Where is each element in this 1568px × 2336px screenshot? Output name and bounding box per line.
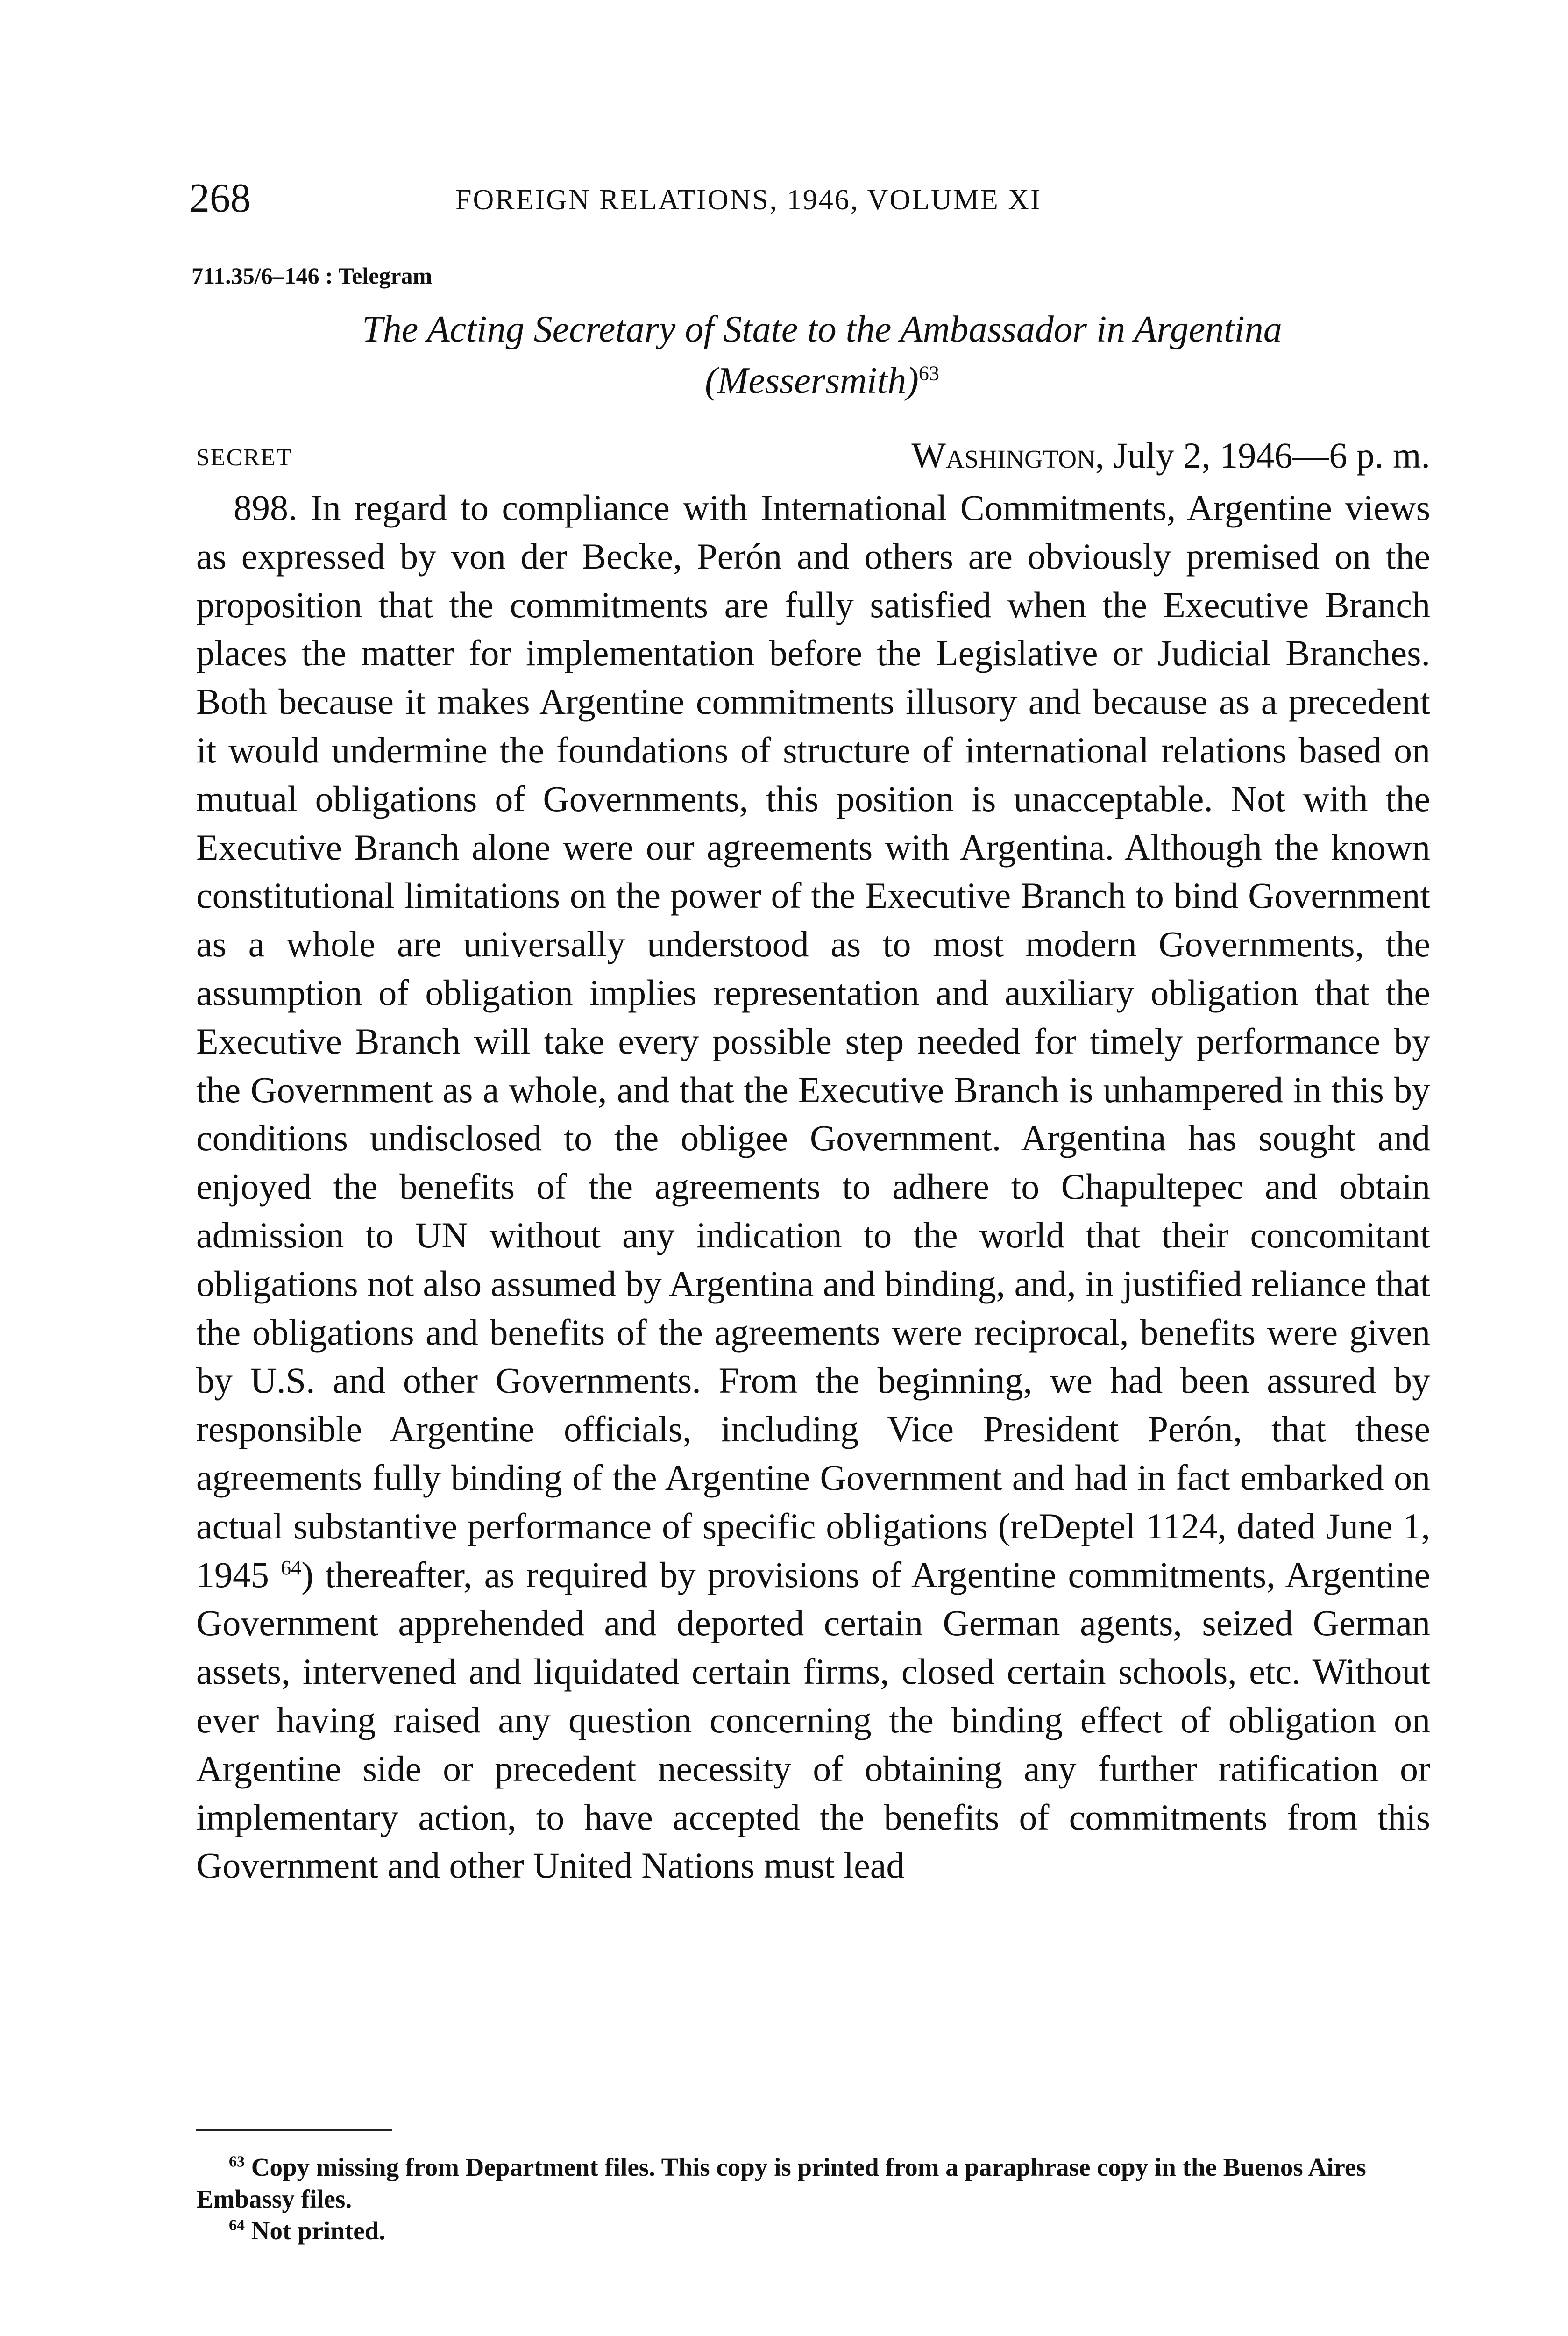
document-title-line1: The Acting Secretary of State to the Ambassador in Argentina [362,309,1282,350]
telegram-body [196,484,1430,1890]
dateline [911,432,1430,479]
footnote-text: Not printed. [251,2216,385,2245]
footnote-64 [196,2215,1429,2247]
footnote-ref-63: 63 [918,362,939,385]
document-title-line2 [196,355,1448,406]
file-reference: 711.35/6–146 : Telegram [192,263,433,289]
footnote-divider [196,2129,392,2131]
running-head [189,173,1450,224]
running-title: FOREIGN RELATIONS, 1946, VOLUME XI [455,184,1042,216]
body-text-part1: 898. In regard to compliance with International Commitments, Argentine views as expressed by von der Becke, Perón and others are obviously premised on the proposition that the commitments are fully satisfied when the Executive Branch places the matter for implementation before the Legislative or Judicial Branches. Both because it makes Argentine commitments illusory and because as a precedent it would undermine the foundations of structure of international relations based on mutual obligations of Governments, this position is unacceptable. Not with the Executive Branch alone were our agreements with Argentina. Although the known constitutional limitations on the power of the Executive Branch to bind Government as a whole are universally understood as to most modern Governments, the assumption of obligation implies representation and auxiliary obligation that the Executive Branch will take every possible step needed for timely performance by the Government as a whole, and that the Executive Branch is unhampered in this by conditions undisclosed to the obligee Government. Argentina has sought and enjoyed the benefits of the agreements to adhere to Chapultepec and obtain admission to UN without any indication to the world that their concomitant obligations not also assumed by Argentina and binding, and, in justified reliance that the obligations and benefits of the agreements were reciprocal, benefits were given by U.S. and other Governments. From the beginning, we had been assured by responsible Argentine officials, including Vice President Perón, that these agreements fully binding of the Argentine Government and had in fact embarked on actual substantive performance of specific obligations (reDeptel 1124, dated June 1, 1945 [196,487,1430,1595]
page-number: 268 [189,176,251,221]
footnote-ref-64: 64 [281,1556,302,1579]
body-text-part2: ) thereafter, as required by provisions of Argentine commitments, Argentine Government apprehended and deported certain German agents, seized German assets, intervened and liquidated certain firms, closed certain schools, etc. Without ever having raised any question concerning the binding effect of obligation on Argentine side or precedent necessity of obtaining any further ratification or implementary action, to have accepted the benefits of commitments from this Government and other United Nations must lead [196,1554,1431,1886]
classification-label: SECRET [196,444,292,471]
footnote-marker: 64 [229,2216,245,2234]
dateline-date: July 2, 1946—6 p. m. [1113,435,1430,476]
document-title-recipient: (Messersmith) [705,360,919,401]
dateline-place: Washington, [911,435,1105,476]
footnote-marker: 63 [229,2153,245,2171]
footnote-text: Copy missing from Department files. This copy is printed from a paraphrase copy in the Buenos Aires Embassy files. [196,2153,1366,2213]
footnotes [196,2151,1429,2247]
footnote-63 [196,2151,1429,2215]
document-title [196,304,1448,406]
